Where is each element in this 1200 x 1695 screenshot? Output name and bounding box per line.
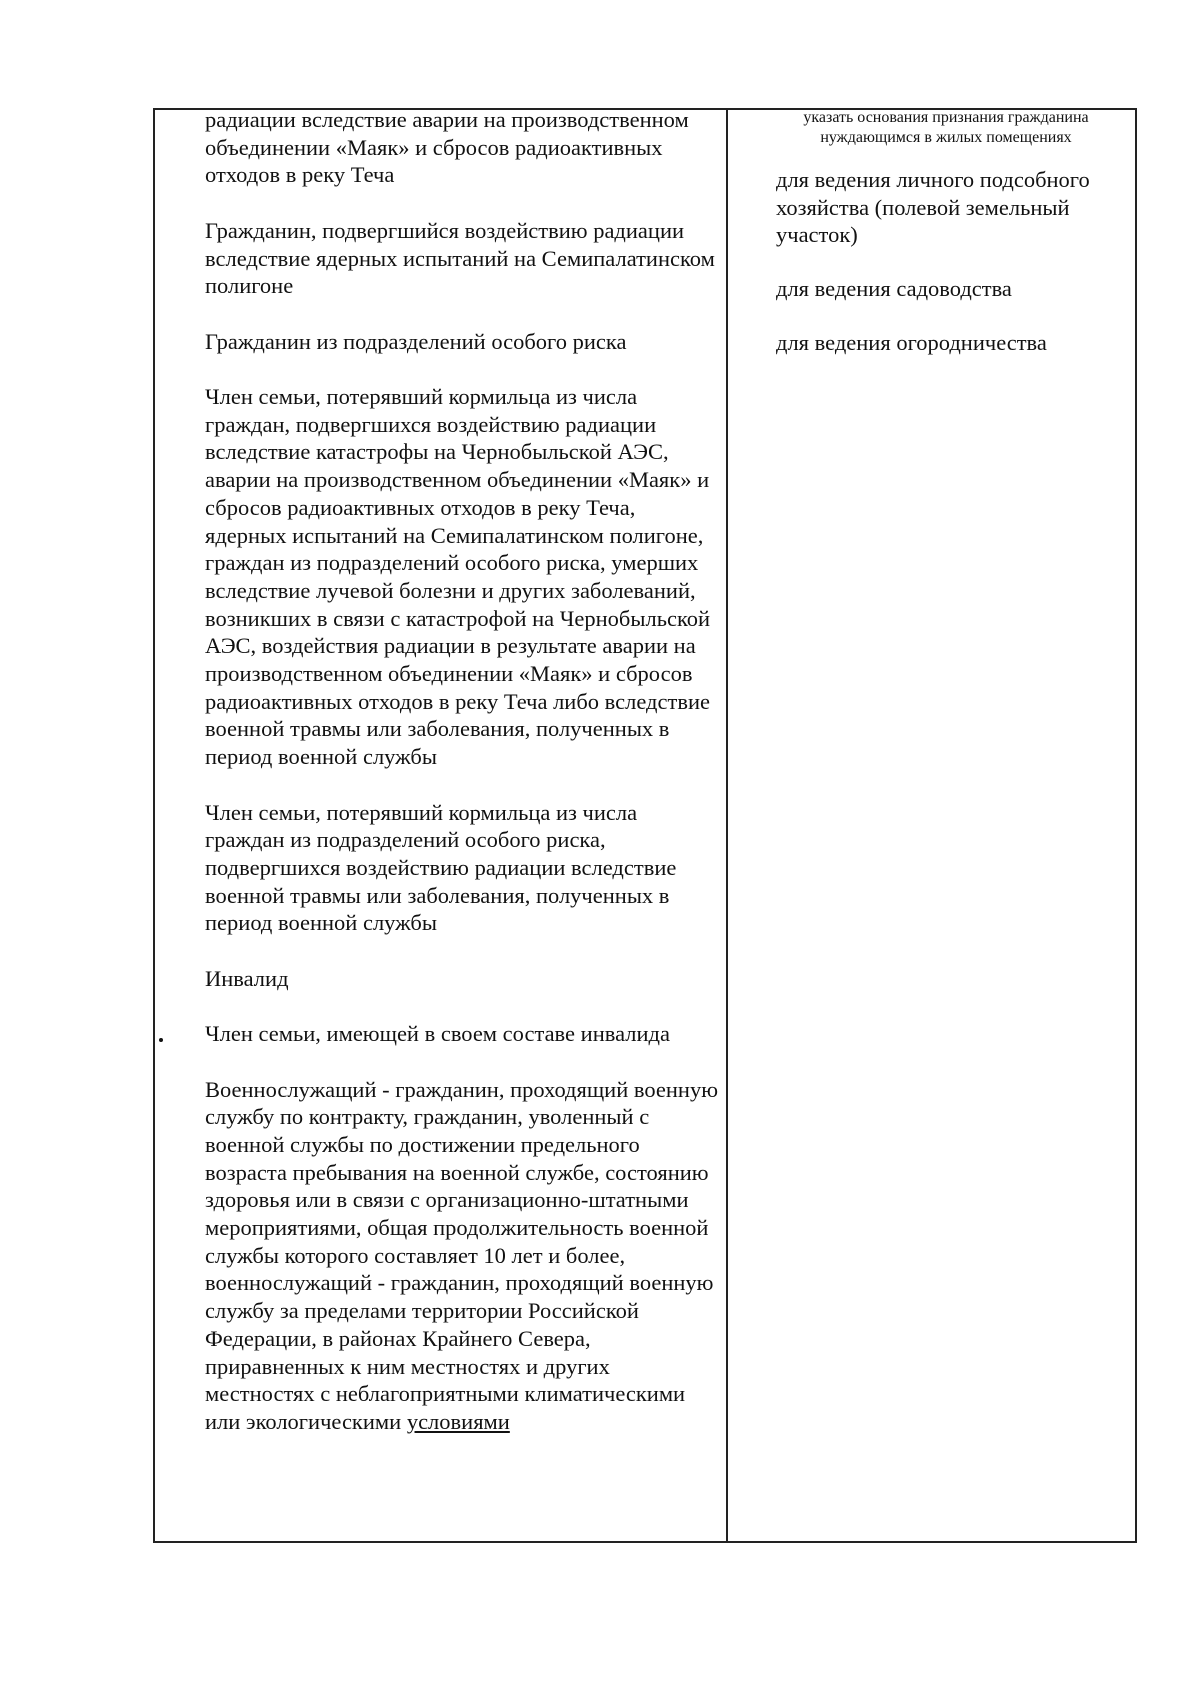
right-entry: для ведения огородничества — [776, 329, 1047, 355]
right-column — [776, 108, 1126, 357]
left-column — [205, 106, 720, 1436]
left-entry: Член семьи, потерявший кормильца из числа граждан, подвергшихся воздействию радиации вследствие катастрофы на Чернобыльской АЭС, аварии на производственном объединении «Маяк» и сбросов радиоактивных отходов в реку Теча, ядерных испытаний на Семипалатинском полигоне, граждан из подразделений особого риска, умерших вследствие лучевой болезни и других заболеваний, возникших в связи с катастрофой на Чернобыльской АЭС, воздействия радиации в результате аварии на производственном объединении «Маяк» и сбросов радиоактивных отходов в реку Теча либо вследствие военной травмы или заболевания, полученных в период военной службы — [205, 383, 711, 770]
right-entry: для ведения садоводства — [776, 276, 1012, 302]
right-column-note: указать основания признания гражданина нуждающимся в жилых помещениях — [803, 109, 1089, 146]
column-divider — [726, 108, 728, 1543]
left-entry: радиации вследствие аварии на производственном объединении «Маяк» и сбросов радиоактивных отходов в реку Теча — [205, 107, 689, 188]
left-entry: Гражданин, подвергшийся воздействию радиации вследствие ядерных испытаний на Семипалатинском полигоне — [205, 217, 715, 299]
left-entry: Инвалид — [205, 965, 289, 991]
left-entry-last — [205, 1076, 720, 1436]
left-entry: Член семьи, потерявший кормильца из числа граждан из подразделений особого риска, подвергшихся воздействию радиации вследствие военной травмы или заболевания, полученных в период военной службы — [205, 799, 677, 936]
left-entry: Гражданин из подразделений особого риска — [205, 328, 627, 354]
left-entry: Член семьи, имеющей в своем составе инвалида — [205, 1021, 670, 1047]
left-entry-last-tail: условиями — [406, 1408, 510, 1434]
margin-dot — [159, 1038, 163, 1042]
right-entry: для ведения личного подсобного хозяйства (полевой земельный участок) — [776, 167, 1090, 248]
left-entry-last-main: Военнослужащий - гражданин, проходящий военную службу по контракту, гражданин, уволенный с военной службы по достижении предельного возраста пребывания на военной службе, состоянию здоровья или в связи с организационно-штатными мероприятиями, общая продолжительность военной службы которого составляет 10 лет и более, военнослужащий - гражданин, проходящий военную службу за пределами территории Российской Федерации, в районах Крайнего Севера, приравненных к ним местностях и других местностях с неблагоприятными климатическими или экологическими — [205, 1076, 719, 1434]
